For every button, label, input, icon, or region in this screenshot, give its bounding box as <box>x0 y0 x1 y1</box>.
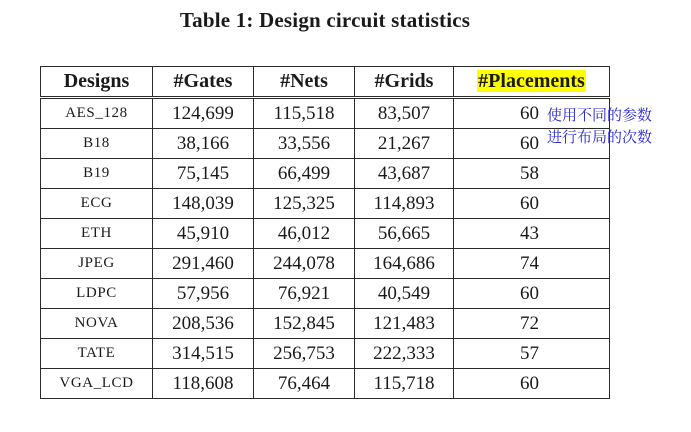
placements-cell: 60 <box>454 369 610 399</box>
grids-cell: 222,333 <box>355 339 454 369</box>
table-row <box>41 369 610 399</box>
table-row <box>41 98 610 129</box>
nets-cell: 244,078 <box>254 249 355 279</box>
gates-cell: 291,460 <box>153 249 254 279</box>
grids-cell: 121,483 <box>355 309 454 339</box>
nets-cell: 152,845 <box>254 309 355 339</box>
placements-cell: 74 <box>454 249 610 279</box>
header-row <box>41 67 610 98</box>
design-cell: ECG <box>41 189 153 219</box>
placements-cell: 72 <box>454 309 610 339</box>
design-cell: AES_128 <box>41 98 153 129</box>
table-row <box>41 339 610 369</box>
table-caption: Table 1: Design circuit statistics <box>179 8 471 32</box>
grids-cell: 56,665 <box>355 219 454 249</box>
nets-cell: 76,464 <box>254 369 355 399</box>
placements-cell: 58 <box>454 159 610 189</box>
placements-cell: 60 <box>454 98 610 129</box>
nets-cell: 115,518 <box>254 98 355 129</box>
annotation-line-2: 进行布局的次数 <box>547 128 653 146</box>
grids-cell: 115,718 <box>355 369 454 399</box>
gates-cell: 148,039 <box>153 189 254 219</box>
highlighted-header-text: #Placements <box>478 70 585 92</box>
placements-cell: 57 <box>454 339 610 369</box>
placements-cell: 43 <box>454 219 610 249</box>
gates-cell: 38,166 <box>153 129 254 159</box>
design-cell: VGA_LCD <box>41 369 153 399</box>
grids-cell: 114,893 <box>355 189 454 219</box>
grids-cell: 164,686 <box>355 249 454 279</box>
table-row <box>41 129 610 159</box>
design-cell: TATE <box>41 339 153 369</box>
header-nets: #Nets <box>254 67 355 98</box>
nets-cell: 66,499 <box>254 159 355 189</box>
table-row <box>41 189 610 219</box>
grids-cell: 21,267 <box>355 129 454 159</box>
nets-cell: 33,556 <box>254 129 355 159</box>
gates-cell: 314,515 <box>153 339 254 369</box>
gates-cell: 75,145 <box>153 159 254 189</box>
grids-cell: 43,687 <box>355 159 454 189</box>
table-row <box>41 159 610 189</box>
table-row <box>41 219 610 249</box>
grids-cell: 40,549 <box>355 279 454 309</box>
annotation-line-1: 使用不同的参数 <box>547 106 653 124</box>
table-row <box>41 309 610 339</box>
design-cell: NOVA <box>41 309 153 339</box>
design-statistics-table <box>40 66 610 399</box>
gates-cell: 208,536 <box>153 309 254 339</box>
placements-cell: 60 <box>454 279 610 309</box>
placements-cell: 60 <box>454 129 610 159</box>
design-cell: B18 <box>41 129 153 159</box>
gates-cell: 45,910 <box>153 219 254 249</box>
grids-cell: 83,507 <box>355 98 454 129</box>
header-designs: Designs <box>41 67 153 98</box>
table-row <box>41 279 610 309</box>
nets-cell: 76,921 <box>254 279 355 309</box>
header-gates: #Gates <box>153 67 254 98</box>
placements-cell: 60 <box>454 189 610 219</box>
header-grids: #Grids <box>355 67 454 98</box>
design-cell: B19 <box>41 159 153 189</box>
design-cell: LDPC <box>41 279 153 309</box>
gates-cell: 57,956 <box>153 279 254 309</box>
handwritten-annotation <box>547 104 687 148</box>
header-placements <box>454 67 610 98</box>
design-cell: JPEG <box>41 249 153 279</box>
table-row <box>41 249 610 279</box>
nets-cell: 125,325 <box>254 189 355 219</box>
gates-cell: 118,608 <box>153 369 254 399</box>
nets-cell: 256,753 <box>254 339 355 369</box>
design-cell: ETH <box>41 219 153 249</box>
nets-cell: 46,012 <box>254 219 355 249</box>
gates-cell: 124,699 <box>153 98 254 129</box>
